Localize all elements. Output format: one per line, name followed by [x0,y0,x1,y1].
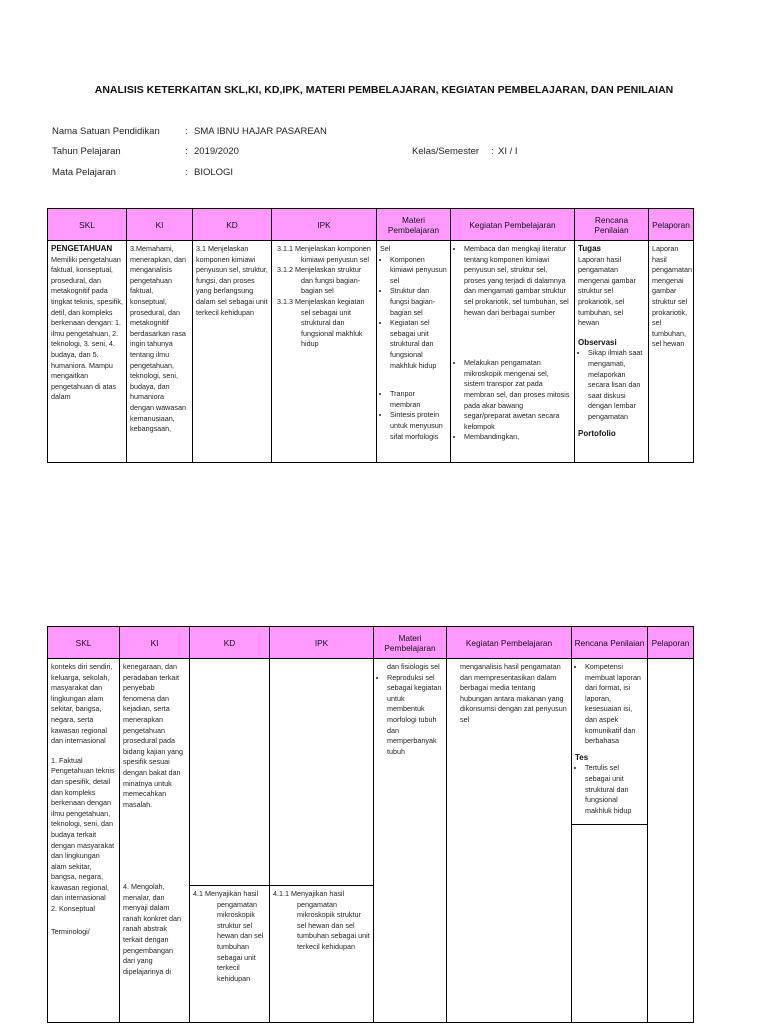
skl-text: 1. Faktual Pengetahuan teknis dan spesifik, detail dan kompleks berkenaan dengan ilmu pengetahuan, teknologi, seni, dan budaya terkait dengan masyarakat dan lingkungan alam sekitar, bangsa, negara, kawasan regional, dan internasional [51,755,115,903]
header-ipk: IPK [270,627,374,659]
year-label: Tahun Pelajaran [52,146,121,157]
header-ipk: IPK [272,209,377,241]
document-info [0,0,768,200]
ki-text: kenegaraan, dan peradaban terkait penyebab fenomena dan kejadian, serta menerapkan pengetahuan prosedural pada bidang kajian yang spesifik sesuai dengan bakat dan minatnya untuk memecahkan masalah. [123,662,183,809]
skl-text: Memiliki pengetahuan faktual, konseptual, prosedural, dan metakognitif pada tingkat teknis, spesifik, detil, dan kompleks berkenaan dengan: 1. ilmu pengetahuan, 2. teknologi, 3. seni, 4. budaya, dan 5. humaniora. Mampu mengaitkan pengetahuan di atas dalam [51,254,123,402]
materi-text: dan fisiologis sel [387,662,440,671]
penilaian-cell [572,659,648,1023]
analysis-table-2 [47,626,694,1023]
header-kegiatan: Kegiatan Pembelajaran [447,627,572,659]
header-materi: Materi Pembelajaran [377,209,451,241]
year-colon: : [185,146,188,157]
header-penilaian: Rencana Penilaian [575,209,649,241]
header-materi: Materi Pembelajaran [374,627,447,659]
ipk-item: 3.1.1 Menjelaskan komponen kimiawi penyusun sel [277,244,371,264]
ipk-cell [270,659,374,1023]
school-colon: : [185,126,188,137]
materi-intro: Sel [380,244,391,253]
materi-cell [374,659,447,1023]
list-item: • Membandingkan, [464,432,571,443]
materi-cell [377,241,451,463]
penilaian-observasi-heading: Observasi [578,337,617,347]
header-kd: KD [190,627,270,659]
kd-text: 4.1 Menyajikan hasil pengamatan mikroskopik struktur sel hewan dan sel tumbuhan sebagai unit terkecil kehidupan [193,889,264,983]
table-row [48,659,694,1023]
skl-text: 2. Konseptual [51,904,95,914]
penilaian-cell [575,241,649,463]
ki-cell: 3.Memahami, menerapkan, dan menganalisis pengetahuan faktual, konseptual, prosedural, dan metakognitif berdasarkan rasa ingin tahunya tentang ilmu pengetahuan, teknologi, seni, budaya, dan humaniora dengan wawasan kemanusiaan, kebangsaan, [127,241,193,463]
penilaian-tugas-heading: Tugas [578,244,601,253]
table-row [48,241,694,463]
list-item: • Kegiatan sel sebagai unit struktural dan fungsional makhluk hidup [390,318,447,371]
kegiatan-cell [451,241,575,463]
list-item: • Membaca dan mengkaji literatur tentang komponen kimiawi penyusun sel, struktur sel, proses yang terjadi di dalamnya dan mengamati gambar struktur sel prokariotik, sel tumbuhan, sel hewan dari berbagai sumber [464,244,571,318]
header-pelaporan: Pelaporan [649,209,694,241]
skl-text: Terminologi/ [51,926,90,936]
skl-cell [48,659,120,1023]
page-title: ANALISIS KETERKAITAN SKL,KI, KD,IPK, MATERI PEMBELAJARAN, KEGIATAN PEMBELAJARAN, DAN PENILAIAN [94,84,674,96]
subject-value: BIOLOGI [194,167,234,178]
list-item: • Komponen kimiawi penyusun sel [390,255,447,287]
kegiatan-cell: menganalisis hasil pengamatan dan mempresentasikan dalam berbagai media tentang hubungan antara makanan yang dikonsumsi dengan zat penyusun sel [447,659,572,1023]
header-skl: SKL [48,627,120,659]
ipk-text: 4.1.1 Menyajikan hasil pengamatan mikroskopik struktur sel hewan dan sel tumbuhan sebagai unit terkecil kehidupan [273,889,370,951]
skl-cell [48,241,127,463]
analysis-table-1 [47,208,694,463]
year-value: 2019/2020 [194,146,239,157]
subject-label: Mata Pelajaran [52,167,116,178]
table-header-row [48,627,694,659]
list-item: • Kompetensi membuat laporan dari format, isi laporan, kesesuaian isi, dan aspek komunikatif dan berbahasa [585,662,644,747]
subject-colon: : [185,167,188,178]
penilaian-portofolio-heading: Portofolio [578,428,616,438]
header-penilaian: Rencana Penilaian [572,627,648,659]
skl-text: konteks diri sendiri, keluarga, sekolah, masyarakat dan lingkungan alam sekitar, bangsa, negara, serta kawasan regional dan internasional [51,662,113,746]
list-item: • Melakukan pengamatan mikroskopik mengenai sel, sistem transpor zat pada membran sel, dan proses mitosis pada akar bawang segar/preparat awetan secara kelompok [464,358,571,432]
school-label: Nama Satuan Pendidikan [52,126,160,137]
class-label: Kelas/Semester [412,146,480,157]
pelaporan-cell [648,659,694,1023]
ipk-cell [272,241,377,463]
school-value: SMA IBNU HAJAR PASAREAN [194,126,327,137]
header-pelaporan: Pelaporan [648,627,694,659]
penilaian-tes-heading: Tes [575,752,589,762]
list-item: • Sintesis protein untuk menyusun sifat morfologis [390,410,447,442]
list-item: • Tranpor membran [390,389,447,410]
pelaporan-cell: Laporan hasil pengamatan mengenai gambar struktur sel prokariotik, sel tumbuhan, sel hewan [649,241,694,463]
class-value: XI / I [498,146,518,157]
list-item: • Tertulis sel sebagai unit struktural dan fungsional makhluk hidup [585,763,644,816]
header-ki: KI [120,627,190,659]
ipk-item: 3.1.3 Menjelaskan kegiatan sel sebagai unit struktural dan fungsional makhluk hidup [277,296,365,349]
list-item: • Struktur dan fungsi bagian-bagian sel [390,286,447,318]
header-kd: KD [193,209,272,241]
list-item: • Reproduksi sel sebagai kegiatan untuk membentuk morfologi tubuh dan memperbanyak tubuh [387,673,443,758]
header-ki: KI [127,209,193,241]
table-header-row [48,209,694,241]
kd-cell [190,659,270,1023]
ki-text: 4. Mengolah, menalar, dan menyaji dalam ranah konkret dan ranah abstrak terkait dengan pengembangan dari yang dipelajarinya di [123,882,181,976]
header-kegiatan: Kegiatan Pembelajaran [451,209,575,241]
ki-cell [120,659,190,1023]
skl-heading: PENGETAHUAN [51,244,113,253]
header-skl: SKL [48,209,127,241]
penilaian-tugas: Laporan hasil pengamatan mengenai gambar struktur sel prokariotik, sel tumbuhan, sel hewan [578,254,636,328]
kd-cell: 3.1 Menjelaskan komponen kimiawi penyusun sel, struktur, fungsi, dan proses yang berlangsung dalam sel sebagai unit terkecil kehidupan [193,241,272,463]
list-item: • Sikap ilmiah saat mengamati, melaporkan secara lisan dan saat diskusi dengan lembar pengamatan [588,348,645,422]
ipk-item: 3.1.2 Menjelaskan struktur dan fungsi bagian-bagian sel [277,265,362,296]
class-colon: : [491,146,494,157]
